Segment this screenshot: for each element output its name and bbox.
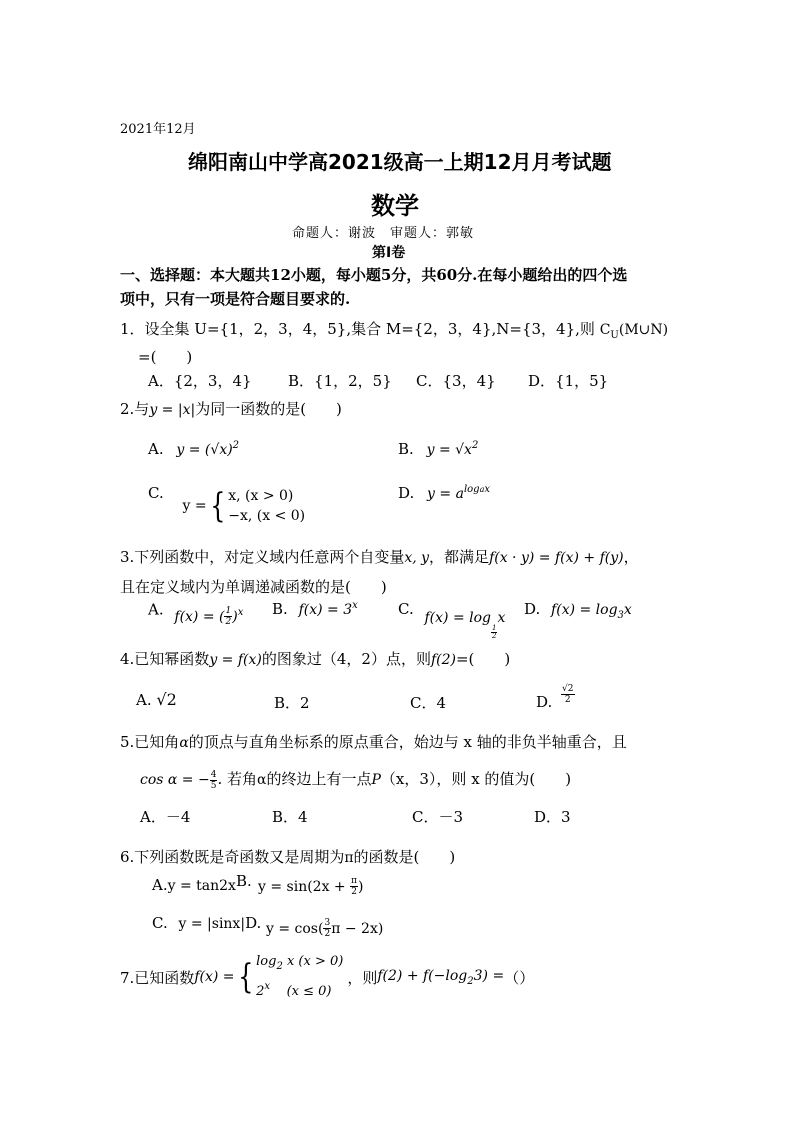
q5-option-c: C．－3: [412, 808, 464, 826]
q3-option-d: D. $f(x) = \log_3x$: [524, 600, 632, 621]
question-7: 7.已知函数 f(x) = { $\log_2 x$ (x > 0) 2$^x$ (x ≤ 0) ，则 $f(2) + f(-\log_23)$ = （）: [120, 954, 535, 999]
q2-math: y = |x|: [149, 402, 196, 418]
q4-option-c: C．4: [410, 694, 447, 712]
question-4: 4.已知幂函数y = f(x)的图象过（4，2）点，则f(2)=( ): [120, 650, 511, 668]
q1-stem-cont: =( ): [138, 348, 193, 366]
q1-complement: $C_U(M\cup N)$: [599, 322, 669, 341]
q1-stem: 1．设全集 U={1，2，3，4，5},集合 M={2，3，4},N={3，4},则: [120, 320, 595, 338]
q1-option-d: D．{1，5}: [528, 372, 609, 390]
q1-option-c: C．{3，4}: [416, 372, 496, 390]
question-1: [120, 318, 668, 341]
exam-authors: 命题人：谢波 审题人：郭敏: [292, 226, 475, 241]
q3-option-a: A. f(x) = ( $\frac{1}{2}$ )$^x$: [148, 600, 244, 627]
volume-label: 第Ⅰ卷: [372, 245, 406, 261]
q4-option-b: B．2: [274, 694, 310, 712]
q1-option-b: B．{1，2，5}: [288, 372, 392, 390]
exam-subject: 数学: [371, 192, 419, 220]
question-5: 5.已知角α的顶点与直角坐标系的原点重合，始边与 x 轴的非负半轴重合，且: [120, 733, 627, 751]
q2-option-a: A. $y = (√x)^2$: [148, 440, 240, 458]
q2-option-b: B. $y = √x^2$: [398, 440, 479, 458]
q4-option-a: A. √2: [136, 690, 177, 709]
question-3: 3.下列函数中，对定义域内任意两个自变量x, y，都满足f(x · y) = f(x) + f(y)，: [120, 548, 639, 566]
section-heading-line1: 一、选择题：本大题共12小题，每小题5分，共60分.在每小题给出的四个选: [120, 266, 628, 284]
q5-option-d: D．3: [534, 808, 571, 826]
q3-option-c: C. f(x) = log $\frac{1}{2}$ x: [398, 600, 506, 640]
q6-option-d: y = cos( $\frac{3}{2}$ π − 2x): [266, 918, 384, 939]
q6-option-c: C. y = |sinx|D.: [152, 914, 262, 932]
q3-option-b: B. $f(x) = 3^x$: [272, 600, 358, 618]
exam-date: 2021年12月: [120, 122, 196, 137]
q6-option-a: A.y = tan2xB.: [152, 872, 252, 894]
q2-option-d: D. $y = a^{logax}$: [398, 484, 490, 502]
q3-stem-cont: 且在定义域内为单调递减函数的是( ): [120, 578, 387, 596]
q5-option-a: A．－4: [140, 808, 191, 826]
q5-option-b: B．4: [272, 808, 308, 826]
q2-option-c: C. y = { x, (x > 0) −x, (x < 0): [148, 484, 306, 526]
question-6: 6.下列函数既是奇函数又是周期为π的函数是( ): [120, 848, 456, 866]
exam-title: 绵阳南山中学高2021级高一上期12月月考试题: [188, 150, 612, 174]
q5-stem-cont: cos α = − $\frac{4}{5}$ . 若角α的终边上有一点P（x，3），则 x 的值为( ): [140, 769, 572, 791]
section-heading-line2: 项中，只有一项是符合题目要求的.: [120, 290, 351, 308]
q1-option-a: A．{2，3，4}: [148, 372, 252, 390]
question-2: 2.与y = |x|为同一函数的是( ): [120, 400, 342, 418]
q6-option-b: y = sin(2x + $\frac{\pi}{2}$ ): [258, 876, 364, 897]
q4-option-d: D. $\frac{√2}{2}$: [536, 684, 574, 711]
